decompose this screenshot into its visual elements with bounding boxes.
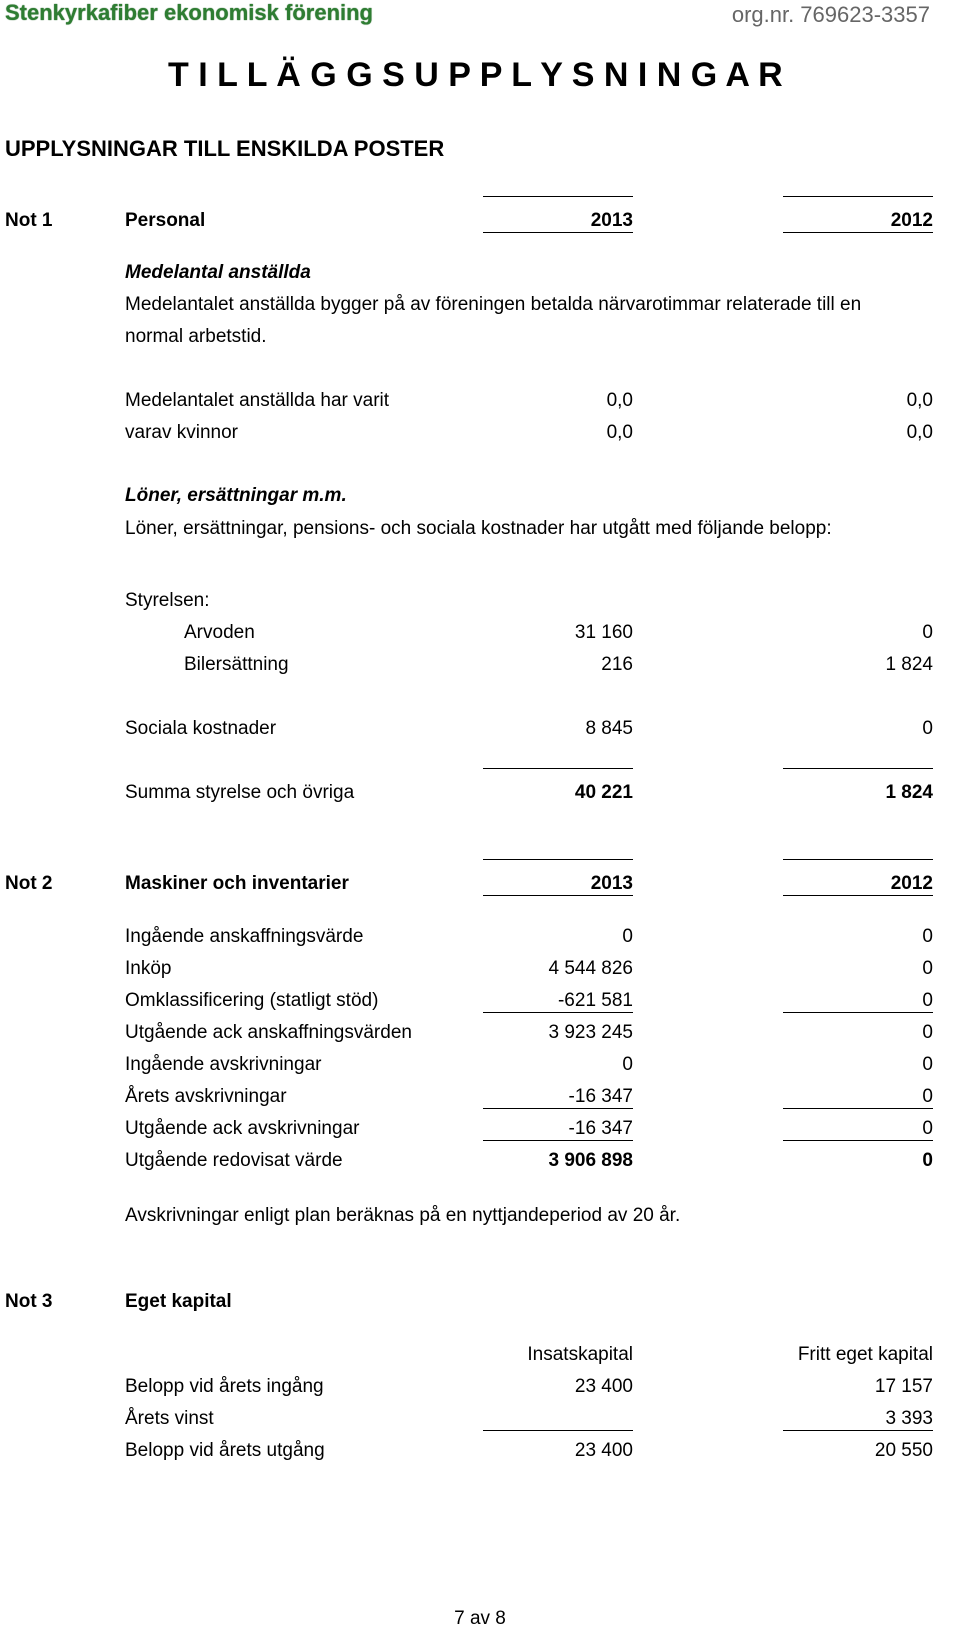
medelantal-heading: Medelantal anställda: [125, 262, 311, 283]
loner-heading: Löner, ersättningar m.m.: [125, 485, 347, 506]
not2-row-label: Omklassificering (statligt stöd): [125, 990, 379, 1011]
not3-row-value-fritt: 17 157: [874, 1376, 933, 1397]
medelantal-text-line-1: Medelantalet anställda bygger på av föreningen betalda närvarotimmar relaterade till en: [125, 294, 862, 315]
summa-label: Summa styrelse och övriga: [125, 782, 355, 803]
rule: [783, 768, 933, 769]
styrelse-row-value-2013: 216: [601, 654, 633, 675]
rule: [783, 859, 933, 860]
not2-row-label: Årets avskrivningar: [125, 1086, 287, 1107]
not3-row-value-fritt: 20 550: [874, 1440, 933, 1461]
rule: [483, 768, 633, 769]
not2-row-label: Inköp: [125, 958, 172, 979]
not3-row-value-insats: 23 400: [574, 1376, 633, 1397]
rule: [483, 196, 633, 197]
section-subtitle: UPPLYSNINGAR TILL ENSKILDA POSTER: [5, 136, 445, 161]
styrelse-row-label: Arvoden: [184, 622, 255, 643]
not1-title: Personal: [125, 210, 206, 231]
styrelse-row-value-2012: 0: [922, 622, 933, 643]
medel-row-value-2012: 0,0: [906, 422, 933, 443]
not1-year-2012: 2012: [783, 210, 933, 233]
org-number: org.nr. 769623-3357: [731, 2, 930, 27]
page-title: T I L L Ä G G S U P P L Y S N I N G A R: [168, 56, 783, 94]
styrelse-row-label: Bilersättning: [184, 654, 289, 675]
not2-row-value-2013: 0: [622, 926, 633, 947]
not2-row-label: Utgående redovisat värde: [125, 1150, 343, 1171]
not2-row-value-2012: 0: [922, 1022, 933, 1043]
not2-row-value-2013: 3 923 245: [548, 1022, 633, 1043]
sociala-value-2012: 0: [922, 718, 933, 739]
not2-row-label: Ingående avskrivningar: [125, 1054, 322, 1075]
not3-col-insatskapital: Insatskapital: [527, 1344, 633, 1365]
not2-row-value-2013: 4 544 826: [548, 958, 633, 979]
sociala-label: Sociala kostnader: [125, 718, 277, 739]
not3-row-label: Årets vinst: [125, 1408, 214, 1429]
medelantal-text-line-2: normal arbetstid.: [125, 326, 267, 347]
not3-title: Eget kapital: [125, 1291, 232, 1312]
not3-row-label: Belopp vid årets ingång: [125, 1376, 324, 1397]
not2-row-value-2012: 0: [922, 1054, 933, 1075]
not1-year-2013: 2013: [483, 210, 633, 233]
not2-row-value-2013: 3 906 898: [548, 1150, 633, 1171]
not2-row-value-2012: 0: [783, 990, 933, 1013]
loner-text: Löner, ersättningar, pensions- och sociala kostnader har utgått med följande belopp:: [125, 518, 832, 539]
not2-row-value-2012: 0: [783, 1086, 933, 1109]
not2-row-value-2012: 0: [922, 958, 933, 979]
rule: [783, 196, 933, 197]
org-name: Stenkyrkafiber ekonomisk förening: [5, 0, 373, 25]
page-number: 7 av 8: [454, 1608, 506, 1629]
not2-row-value-2013: -16 347: [483, 1118, 633, 1141]
not2-row-value-2013: -16 347: [483, 1086, 633, 1109]
styrelsen-label: Styrelsen:: [125, 590, 210, 611]
medel-row-label: varav kvinnor: [125, 422, 238, 443]
medel-row-value-2012: 0,0: [906, 390, 933, 411]
not2-row-label: Utgående ack anskaffningsvärden: [125, 1022, 412, 1043]
not2-row-label: Ingående anskaffningsvärde: [125, 926, 364, 947]
rule: [483, 859, 633, 860]
not2-title: Maskiner och inventarier: [125, 873, 349, 894]
not2-row-value-2013: 0: [622, 1054, 633, 1075]
medel-row-value-2013: 0,0: [606, 390, 633, 411]
not2-year-2012: 2012: [783, 873, 933, 896]
medel-row-value-2013: 0,0: [606, 422, 633, 443]
styrelse-row-value-2013: 31 160: [574, 622, 633, 643]
summa-value-2012: 1 824: [885, 782, 933, 803]
not3-row-value-fritt: 3 393: [783, 1408, 933, 1431]
not3-row-value-insats: 23 400: [574, 1440, 633, 1461]
not2-row-value-2013: -621 581: [483, 990, 633, 1013]
medel-row-label: Medelantalet anställda har varit: [125, 390, 390, 411]
not2-note: Avskrivningar enligt plan beräknas på en nyttjandeperiod av 20 år.: [125, 1205, 681, 1226]
not2-row-value-2012: 0: [783, 1118, 933, 1141]
not2-year-2013: 2013: [483, 873, 633, 896]
not3-row-value-insats: [483, 1408, 633, 1431]
not3-col-fritt-eget-kapital: Fritt eget kapital: [797, 1344, 933, 1365]
not1-label: Not 1: [5, 210, 53, 231]
not2-row-value-2012: 0: [922, 926, 933, 947]
not3-row-label: Belopp vid årets utgång: [125, 1440, 325, 1461]
not3-label: Not 3: [5, 1291, 53, 1312]
summa-value-2013: 40 221: [574, 782, 633, 803]
not2-row-value-2012: 0: [922, 1150, 933, 1171]
not2-label: Not 2: [5, 873, 53, 894]
sociala-value-2013: 8 845: [585, 718, 633, 739]
not2-row-label: Utgående ack avskrivningar: [125, 1118, 360, 1139]
styrelse-row-value-2012: 1 824: [885, 654, 933, 675]
